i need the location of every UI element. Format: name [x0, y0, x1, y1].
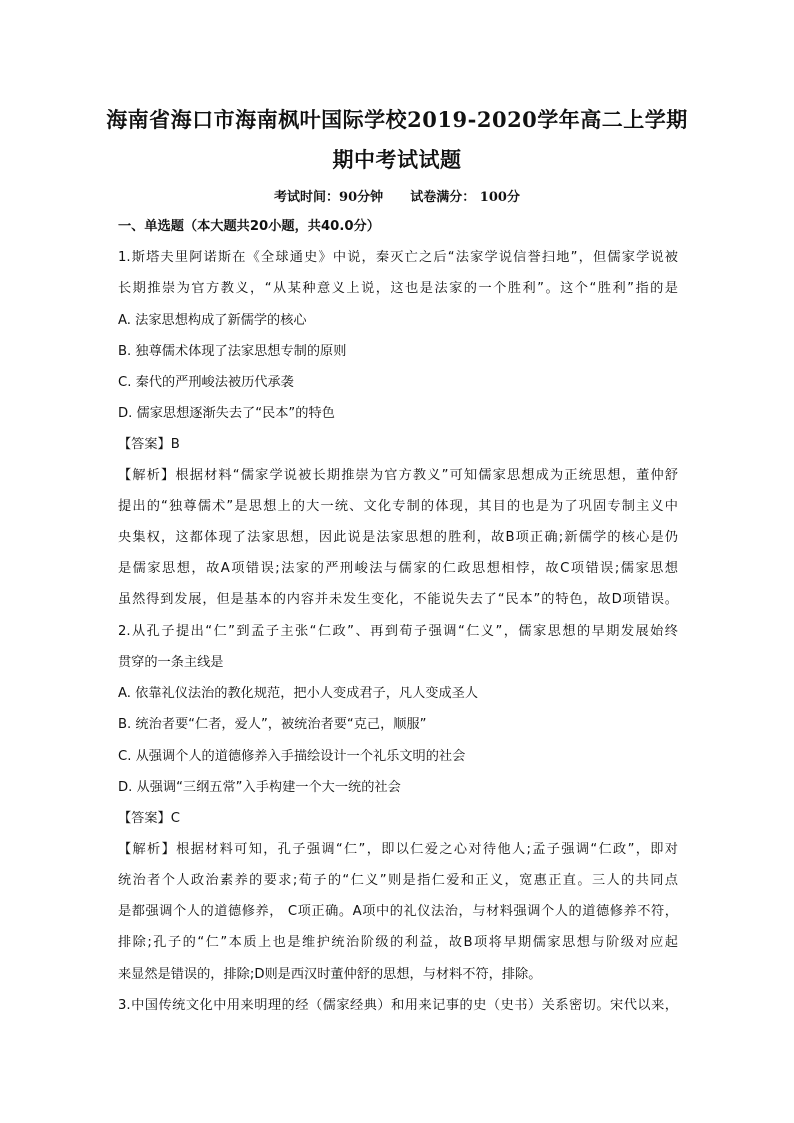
- q1-option-c: C. 秦代的严刑峻法被历代承袭: [118, 375, 294, 390]
- q3-stem-line-1: 3.中国传统文化中用来明理的经（儒家经典）和用来记事的史（史书）关系密切。宋代以来，: [118, 998, 678, 1013]
- q2-answer: 【答案】C: [118, 811, 180, 826]
- q1-option-d: D. 儒家思想逐渐失去了“民本”的特色: [118, 406, 335, 421]
- q2-option-d: D. 从强调“三纲五常”入手构建一个大一统的社会: [118, 780, 401, 795]
- q2-analysis-line-1: 【解析】根据材料可知，孔子强调“仁”，即以仁爱之心对待他人;孟子强调“仁政”，即对: [118, 842, 678, 857]
- q1-analysis-line-4: 是儒家思想，故A项错误;法家的严刑峻法与儒家的仁政思想相悖，故C项错误;儒家思想: [118, 561, 678, 576]
- q1-option-a: A. 法家思想构成了新儒学的核心: [118, 313, 307, 328]
- exam-title-line-1: 海南省海口市海南枫叶国际学校2019-2020学年高二上学期: [106, 107, 688, 132]
- q2-stem-line-2: 贯穿的一条主线是: [118, 655, 224, 670]
- q1-analysis-line-3: 央集权，这都体现了法家思想，因此说是法家思想的胜利，故B项正确;新儒学的核心是仍: [118, 530, 678, 545]
- q2-analysis-line-5: 来显然是错误的，排除;D则是西汉时董仲舒的思想，与材料不符，排除。: [118, 967, 542, 982]
- q2-analysis-line-2: 统治者个人政治素养的要求;荀子的“仁义”则是指仁爱和正义，宽惠正直。三人的共同点: [118, 873, 678, 888]
- exam-title-line-2: 期中考试试题: [332, 147, 462, 172]
- q1-analysis-line-5: 虽然得到发展，但是基本的内容并未发生变化，不能说失去了“民本”的特色，故D项错误。: [118, 592, 678, 607]
- q2-analysis-line-3: 是都强调个人的道德修养， C项正确。A项中的礼仪法治，与材料强调个人的道德修养不符，: [118, 904, 678, 919]
- q2-stem-line-1: 2.从孔子提出“仁”到孟子主张“仁政”、再到荀子强调“仁义”，儒家思想的早期发展始终: [118, 624, 678, 639]
- q1-stem-line-2: 长期推崇为官方教义，“从某种意义上说，这也是法家的一个胜利”。这个“胜利”指的是: [118, 281, 678, 296]
- q2-analysis-line-4: 排除;孔子的“仁”本质上也是维护统治阶级的利益，故B项将早期儒家思想与阶级对应起: [118, 935, 678, 950]
- q1-answer: 【答案】B: [118, 437, 180, 452]
- q2-option-a: A. 依靠礼仪法治的教化规范，把小人变成君子，凡人变成圣人: [118, 686, 479, 701]
- q1-analysis-line-1: 【解析】根据材料“儒家学说被长期推崇为官方教义”可知儒家思想成为正统思想，董仲舒: [118, 468, 678, 483]
- q2-option-b: B. 统治者要“仁者，爱人”，被统治者要“克己，顺服”: [118, 717, 427, 732]
- section-heading: 一、单选题（本大题共20小题，共40.0分）: [118, 219, 380, 234]
- q1-stem-line-1: 1.斯塔夫里阿诺斯在《全球通史》中说，秦灭亡之后“法家学说信誉扫地”，但儒家学说被: [118, 250, 678, 265]
- q1-option-b: B. 独尊儒术体现了法家思想专制的原则: [118, 344, 347, 359]
- exam-time-and-score: 考试时间：90分钟 试卷满分： 100分: [274, 190, 520, 205]
- q2-option-c: C. 从强调个人的道德修养入手描绘设计一个礼乐文明的社会: [118, 749, 466, 764]
- q1-analysis-line-2: 提出的“独尊儒术”是思想上的大一统、文化专制的体现，其目的也是为了巩固专制主义中: [118, 499, 678, 514]
